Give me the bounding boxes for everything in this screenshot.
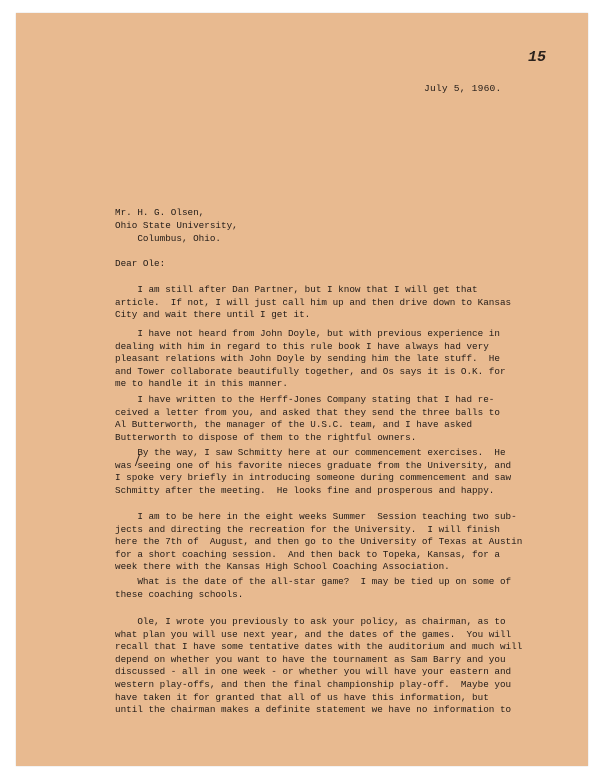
paragraph-3 — [115, 394, 545, 444]
text-line: jects and directing the recreation for the University. I will finish — [115, 523, 500, 535]
text-line: here the 7th of August, and then go to the University of Texas at Austin — [115, 536, 523, 548]
paragraph-2 — [115, 328, 545, 391]
text-line: was seeing one of his favorite nieces graduate from the University, and — [115, 459, 512, 471]
text-line: these coaching schools. — [115, 588, 244, 600]
text-line: I am to be here in the eight weeks Summer Session teaching two sub- — [115, 511, 517, 522]
text-line: me to handle it in this manner. — [115, 378, 288, 390]
page-number-mark: 15 — [528, 49, 547, 66]
paragraph-4 — [115, 447, 545, 497]
text-line: week there with the Kansas High School Coaching Association. — [115, 561, 450, 573]
text-line: I spoke very briefly in introducing someone during commencement and saw — [115, 472, 512, 484]
text-line: I have written to the Herff-Jones Company stating that I had re- — [115, 394, 495, 405]
text-line: ceived a letter from you, and asked that they send the three balls to — [115, 406, 500, 418]
salutation: Dear Ole: — [115, 258, 166, 269]
text-line: pleasant relations with John Doyle by sending him the late stuff. He — [115, 353, 500, 365]
text-line: depend on whether you want to have the tournament as Sam Barry and you — [115, 653, 506, 665]
paragraph-6 — [115, 576, 545, 601]
text-line: recall that I have some tentative dates with the auditorium and much will — [115, 641, 523, 653]
address-line: Columbus, Ohio. — [115, 233, 222, 244]
text-line: Butterworth to dispose of them to the rightful owners. — [115, 431, 417, 443]
paragraph-7 — [115, 616, 545, 717]
text-line: western play-offs, and then the final championship play-off. Maybe you — [115, 678, 512, 690]
text-line: dealing with him in regard to this rule book I have always had very — [115, 340, 489, 352]
text-line: Schmitty after the meeting. He looks fine and prosperous and happy. — [115, 484, 495, 496]
text-line: Ole, I wrote you previously to ask your policy, as chairman, as to — [115, 616, 506, 627]
text-line: until the chairman makes a definite statement we have no information to — [115, 704, 512, 716]
text-line: have taken it for granted that all of us have this information, but — [115, 691, 489, 703]
text-line: By the way, I saw Schmitty here at our commencement exercises. He — [115, 447, 506, 458]
text-line: Al Butterworth, the manager of the U.S.C. team, and I have asked — [115, 419, 473, 431]
paragraph-1 — [115, 284, 545, 322]
text-line: article. If not, I will just call him up and then drive down to Kansas — [115, 296, 512, 308]
text-line: what plan you will use next year, and the dates of the games. You will — [115, 628, 512, 640]
letter-page — [16, 13, 588, 766]
text-line: and Tower collaborate beautifully together, and Os says it is O.K. for — [115, 365, 506, 377]
text-line: I have not heard from John Doyle, but with previous experience in — [115, 328, 500, 339]
address-line: Ohio State University, — [115, 220, 238, 231]
letter-date: July 5, 1960. — [424, 83, 502, 94]
text-line: What is the date of the all-star game? I may be tied up on some of — [115, 576, 512, 587]
paragraph-5 — [115, 511, 545, 574]
text-line: I am still after Dan Partner, but I know that I will get that — [115, 284, 478, 295]
text-line: discussed - all in one week - or whether you will have your eastern and — [115, 666, 512, 678]
text-line: City and wait there until I get it. — [115, 309, 311, 321]
address-line: Mr. H. G. Olsen, — [115, 207, 205, 218]
text-line: for a short coaching session. And then back to Topeka, Kansas, for a — [115, 548, 500, 560]
recipient-address — [115, 206, 238, 245]
